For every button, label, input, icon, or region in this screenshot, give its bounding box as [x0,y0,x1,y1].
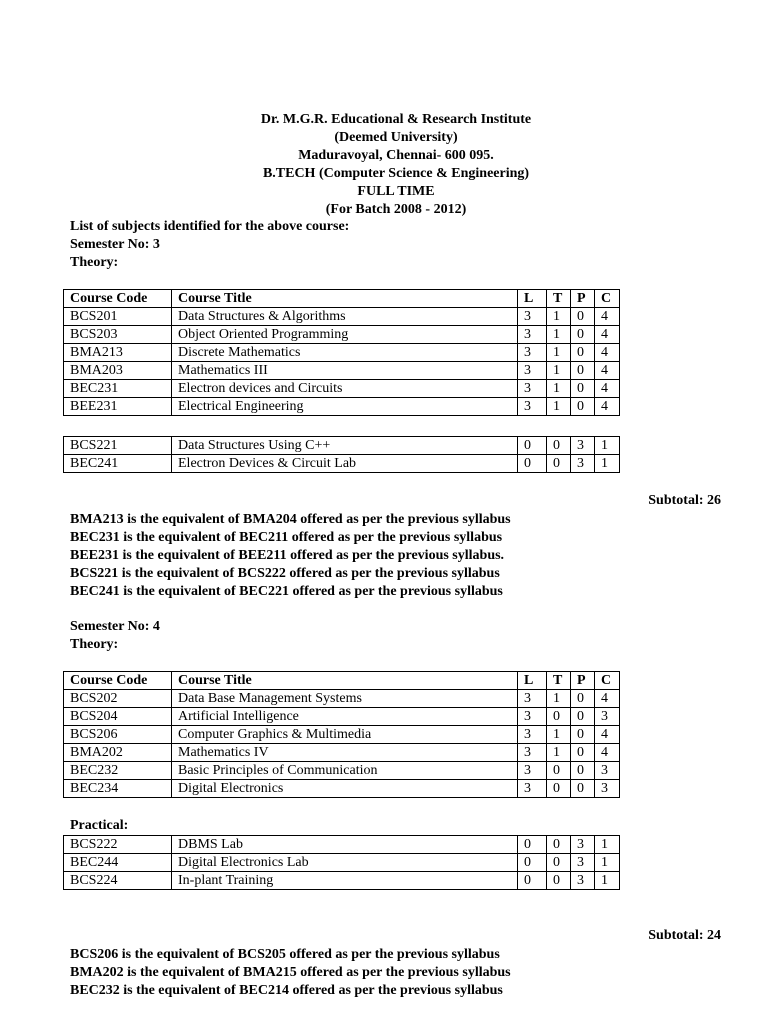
table-row [64,836,620,854]
semester-4-theory-table [63,671,620,798]
credit-l: 0 [518,437,547,455]
course-code: BEC244 [64,854,172,872]
semester-3-theory-table [63,289,620,416]
semester-4-theory-label: Theory: [70,637,119,652]
credit-l: 3 [518,708,547,726]
document-header [0,111,768,219]
credit-t: 0 [547,836,571,854]
program-name: B.TECH (Computer Science & Engineering) [262,166,530,181]
course-code: BEC231 [64,380,172,398]
credit-p: 0 [571,726,595,744]
semester-3-subtotal: Subtotal: 26 [648,493,721,508]
table-row [64,762,620,780]
program-mode: FULL TIME [357,184,435,199]
credit-p: 0 [571,762,595,780]
semester-3-label: Semester No: 3 [70,237,160,252]
course-title: Electron devices and Circuits [172,380,518,398]
semester-3-equivalence-notes [70,511,511,601]
credit-c: 4 [595,326,620,344]
course-code: BCS222 [64,836,172,854]
credit-t: 0 [547,780,571,798]
credit-c: 4 [595,690,620,708]
course-code: BMA202 [64,744,172,762]
course-code: BCS204 [64,708,172,726]
batch-info: (For Batch 2008 - 2012) [325,202,467,217]
credit-p: 0 [571,398,595,416]
credit-p: 0 [571,362,595,380]
course-title: DBMS Lab [172,836,518,854]
header-l: L [518,290,547,308]
course-code: BEC234 [64,780,172,798]
course-title: Computer Graphics & Multimedia [172,726,518,744]
credit-c: 1 [595,872,620,890]
credit-t: 0 [547,854,571,872]
header-p: P [571,290,595,308]
credit-c: 4 [595,380,620,398]
table-row [64,437,620,455]
equivalence-note: BMA202 is the equivalent of BMA215 offered as per the previous syllabus [70,965,511,980]
semester-4-label: Semester No: 4 [70,619,160,634]
credit-t: 1 [547,344,571,362]
table-row [64,455,620,473]
credit-p: 3 [571,872,595,890]
institute-address: Maduravoyal, Chennai- 600 095. [298,148,494,163]
credit-p: 3 [571,854,595,872]
credit-l: 3 [518,326,547,344]
credit-t: 1 [547,744,571,762]
course-title: Mathematics IV [172,744,518,762]
course-code: BCS224 [64,872,172,890]
course-title: Artificial Intelligence [172,708,518,726]
table-row [64,344,620,362]
equivalence-note: BEC231 is the equivalent of BEC211 offered as per the previous syllabus [70,530,503,545]
credit-t: 1 [547,726,571,744]
course-title: Discrete Mathematics [172,344,518,362]
table-row [64,872,620,890]
table-row [64,398,620,416]
table-row [64,326,620,344]
course-title: Mathematics III [172,362,518,380]
credit-p: 0 [571,380,595,398]
semester-3-intro [70,218,349,272]
table-row [64,380,620,398]
credit-c: 4 [595,344,620,362]
credit-p: 0 [571,344,595,362]
credit-c: 4 [595,744,620,762]
credit-p: 3 [571,836,595,854]
course-title: Electrical Engineering [172,398,518,416]
course-title: Data Structures Using C++ [172,437,518,455]
credit-c: 4 [595,362,620,380]
course-code: BEE231 [64,398,172,416]
header-course-code: Course Code [64,672,172,690]
course-code: BMA203 [64,362,172,380]
header-course-title: Course Title [172,290,518,308]
intro-text: List of subjects identified for the above course: [70,219,350,234]
credit-t: 0 [547,437,571,455]
course-title: Object Oriented Programming [172,326,518,344]
table-row [64,854,620,872]
credit-c: 4 [595,308,620,326]
equivalence-note: BCS206 is the equivalent of BCS205 offered as per the previous syllabus [70,947,500,962]
credit-t: 1 [547,398,571,416]
header-c: C [595,672,620,690]
course-code: BCS201 [64,308,172,326]
credit-l: 3 [518,744,547,762]
table-row [64,780,620,798]
semester-4-practical-label: Practical: [70,818,129,833]
credit-l: 0 [518,455,547,473]
institute-status: (Deemed University) [334,130,458,145]
equivalence-note: BEC232 is the equivalent of BEC214 offered as per the previous syllabus [70,983,503,998]
semester-4-practical-table [63,835,620,890]
credit-p: 0 [571,708,595,726]
course-title: In-plant Training [172,872,518,890]
credit-p: 0 [571,308,595,326]
credit-c: 1 [595,854,620,872]
credit-t: 1 [547,308,571,326]
table-row [64,726,620,744]
equivalence-note: BMA213 is the equivalent of BMA204 offered as per the previous syllabus [70,512,511,527]
credit-l: 3 [518,380,547,398]
institute-name: Dr. M.G.R. Educational & Research Institute [260,112,532,127]
semester-4-intro [70,618,160,654]
course-title: Digital Electronics [172,780,518,798]
credit-l: 3 [518,344,547,362]
credit-c: 1 [595,836,620,854]
credit-c: 1 [595,455,620,473]
credit-p: 0 [571,326,595,344]
credit-c: 1 [595,437,620,455]
credit-t: 1 [547,690,571,708]
credit-p: 0 [571,780,595,798]
table-row [64,708,620,726]
credit-p: 3 [571,437,595,455]
credit-c: 3 [595,708,620,726]
header-t: T [547,672,571,690]
course-code: BCS202 [64,690,172,708]
credit-l: 3 [518,780,547,798]
table-row [64,362,620,380]
header-l: L [518,672,547,690]
course-code: BCS206 [64,726,172,744]
header-course-code: Course Code [64,290,172,308]
credit-l: 3 [518,308,547,326]
table-row [64,744,620,762]
credit-c: 4 [595,398,620,416]
course-title: Digital Electronics Lab [172,854,518,872]
credit-t: 0 [547,708,571,726]
credit-t: 1 [547,326,571,344]
semester-3-theory-label: Theory: [70,255,119,270]
course-title: Data Structures & Algorithms [172,308,518,326]
credit-t: 0 [547,872,571,890]
credit-t: 0 [547,455,571,473]
equivalence-note: BEC241 is the equivalent of BEC221 offered as per the previous syllabus [70,584,503,599]
credit-c: 3 [595,762,620,780]
semester-4-subtotal: Subtotal: 24 [648,928,721,943]
course-code: BMA213 [64,344,172,362]
header-course-title: Course Title [172,672,518,690]
table-row [64,308,620,326]
credit-t: 1 [547,380,571,398]
credit-l: 3 [518,398,547,416]
credit-t: 1 [547,362,571,380]
credit-l: 0 [518,836,547,854]
course-code: BCS203 [64,326,172,344]
table-header-row [64,290,620,308]
credit-p: 0 [571,744,595,762]
credit-l: 0 [518,854,547,872]
credit-c: 3 [595,780,620,798]
header-c: C [595,290,620,308]
course-title: Electron Devices & Circuit Lab [172,455,518,473]
credit-l: 3 [518,690,547,708]
credit-c: 4 [595,726,620,744]
credit-l: 3 [518,762,547,780]
header-p: P [571,672,595,690]
course-code: BCS221 [64,437,172,455]
course-title: Basic Principles of Communication [172,762,518,780]
credit-p: 3 [571,455,595,473]
equivalence-note: BCS221 is the equivalent of BCS222 offered as per the previous syllabus [70,566,500,581]
header-t: T [547,290,571,308]
semester-3-practical-table [63,436,620,473]
credit-p: 0 [571,690,595,708]
table-row [64,690,620,708]
course-code: BEC232 [64,762,172,780]
course-title: Data Base Management Systems [172,690,518,708]
course-code: BEC241 [64,455,172,473]
table-header-row [64,672,620,690]
equivalence-note: BEE231 is the equivalent of BEE211 offered as per the previous syllabus. [70,548,505,563]
credit-l: 0 [518,872,547,890]
credit-l: 3 [518,362,547,380]
semester-4-equivalence-notes [70,946,511,1000]
credit-t: 0 [547,762,571,780]
credit-l: 3 [518,726,547,744]
